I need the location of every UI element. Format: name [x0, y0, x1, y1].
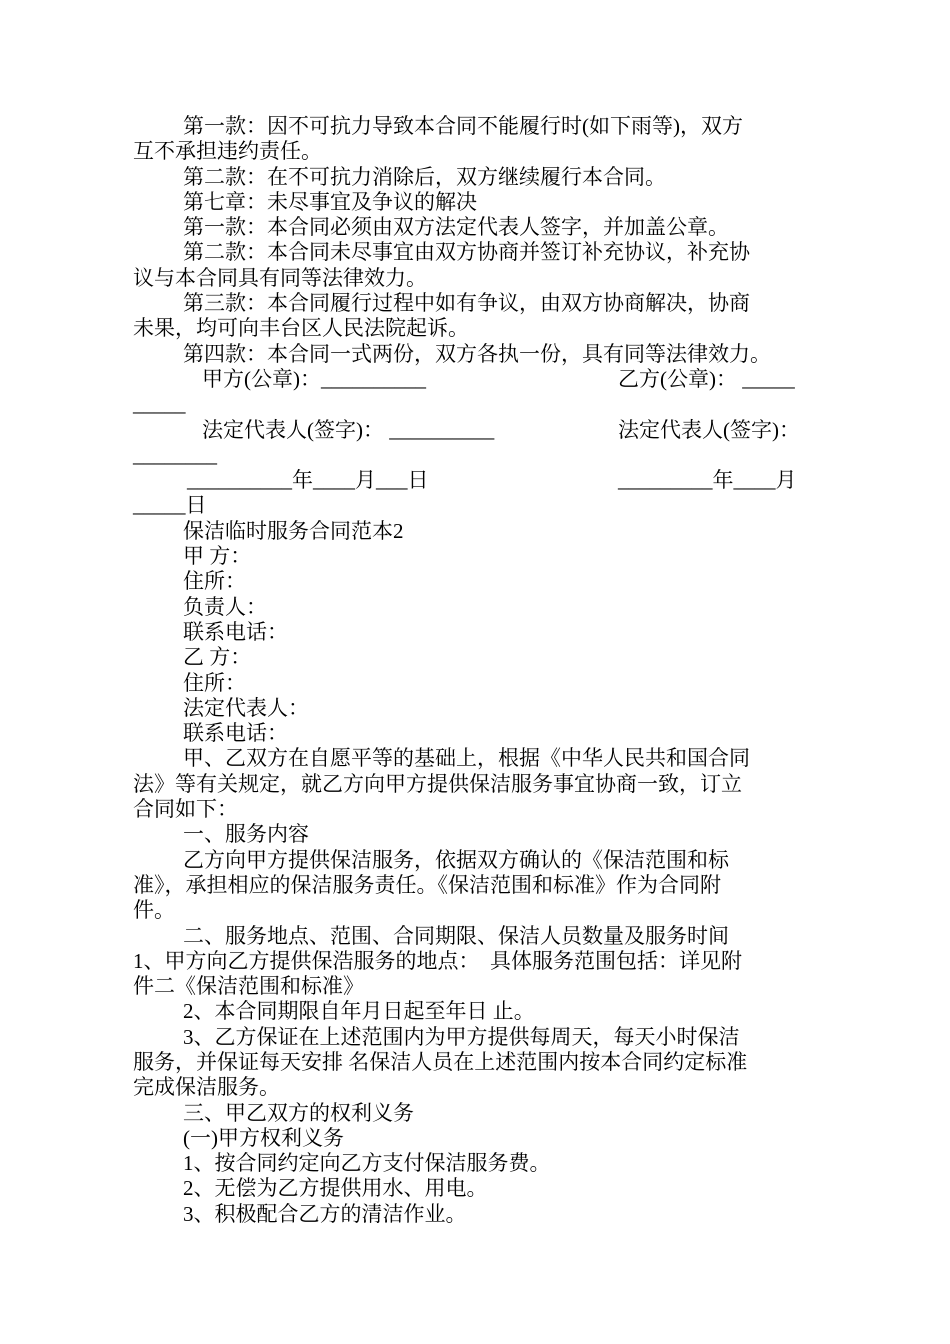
- text-line: 未果，均可向丰台区人民法院起诉。: [133, 316, 469, 341]
- text-line: 1、甲方向乙方提供保浩服务的地点： 具体服务范围包括：详见附: [133, 948, 742, 973]
- text-line: 3、积极配合乙方的清洁作业。: [183, 1201, 467, 1226]
- text-line: 甲 方：: [183, 544, 252, 569]
- text-line-right-column: 法定代表人(签字)：: [618, 417, 800, 442]
- text-line: 第一款：因不可抗力导致本合同不能履行时(如下雨等)，双方: [183, 114, 743, 138]
- text-line: 联系电话：: [183, 721, 288, 746]
- text-line: ________: [133, 442, 217, 467]
- text-line-right-column: _________年____月: [618, 468, 797, 493]
- text-line: 甲、乙双方在自愿平等的基础上，根据《中华人民共和国合同: [183, 746, 750, 771]
- text-line: 第二款：本合同未尽事宜由双方协商并签订补充协议，补充协: [183, 240, 750, 265]
- text-line: 第一款：本合同必须由双方法定代表人签字，并加盖公章。: [183, 215, 729, 240]
- text-line: 乙方向甲方提供保洁服务，依据双方确认的《保洁范围和标: [183, 847, 729, 872]
- text-line: 件。: [133, 898, 175, 923]
- text-line: 法定代表人(签字)： __________ 法定代表人(签字)：: [202, 417, 800, 442]
- text-line: 合同如下：: [133, 797, 238, 822]
- text-line: 第四款：本合同一式两份，双方各执一份，具有同等法律效力。: [183, 341, 771, 366]
- text-line: 2、本合同期限自年月日起至年日 止。: [183, 999, 535, 1024]
- text-line: 甲方(公章)：__________ 乙方(公章)： _____: [202, 366, 795, 391]
- text-line: 联系电话：: [183, 619, 288, 644]
- text-line: 完成保洁服务。: [133, 1075, 280, 1100]
- text-line: _____日: [133, 493, 207, 518]
- text-line: 一、服务内容: [183, 822, 309, 847]
- text-line: (一)甲方权利义务: [183, 1125, 344, 1150]
- text-line: 1、按合同约定向乙方支付保洁服务费。: [183, 1151, 551, 1176]
- text-line: 2、无偿为乙方提供用水、用电。: [183, 1176, 488, 1201]
- text-line-right-column: 乙方(公章)： _____: [618, 366, 795, 391]
- text-line: 3、乙方保证在上述范围内为甲方提供每周天，每天小时保洁: [183, 1024, 740, 1049]
- text-line: 住所：: [183, 670, 246, 695]
- text-line: 法定代表人：: [183, 695, 309, 720]
- text-line: 准》，承担相应的保洁服务责任。《保洁范围和标准》作为合同附: [133, 872, 721, 897]
- text-line: __________年____月___日 _________年____月: [187, 468, 797, 493]
- text-line: _____: [133, 392, 186, 417]
- text-line: 保洁临时服务合同范本2: [183, 518, 404, 543]
- text-line: 议与本合同具有同等法律效力。: [133, 265, 427, 290]
- text-line: 二、服务地点、范围、合同期限、保洁人员数量及服务时间: [183, 923, 729, 948]
- text-line: 负责人：: [183, 594, 267, 619]
- text-line: 第二款：在不可抗力消除后，双方继续履行本合同。: [183, 164, 666, 189]
- text-line: 住所：: [183, 569, 246, 594]
- text-line: 法》等有关规定，就乙方向甲方提供保洁服务事宜协商一致，订立: [133, 771, 742, 796]
- text-line: 互不承担违约责任。: [133, 139, 322, 164]
- text-line: 第三款：本合同履行过程中如有争议，由双方协商解决，协商: [183, 291, 750, 316]
- text-line: 件二《保洁范围和标准》: [133, 974, 364, 999]
- text-line: 第七章：未尽事宜及争议的解决: [183, 189, 477, 214]
- text-line: 乙 方：: [183, 645, 252, 670]
- text-line: 服务，并保证每天安排 名保洁人员在上述范围内按本合同约定标准: [133, 1049, 748, 1074]
- text-line: 三、甲乙双方的权利义务: [183, 1100, 414, 1125]
